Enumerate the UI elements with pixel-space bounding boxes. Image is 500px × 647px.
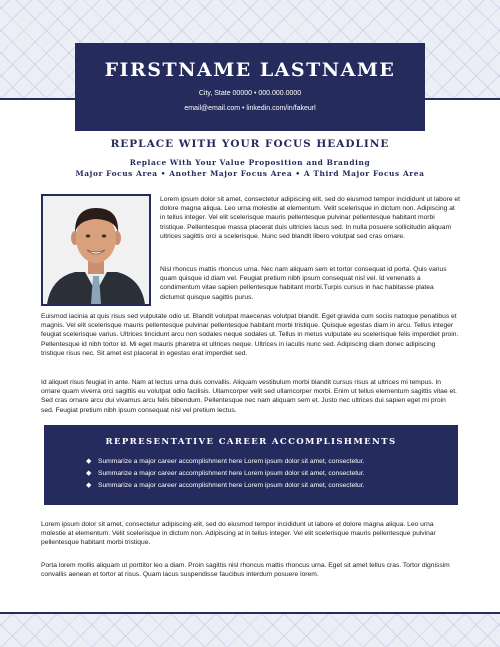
diamond-bullet-icon: ◆ (86, 458, 92, 465)
candidate-name: FIRSTNAME LASTNAME (104, 59, 396, 81)
footer-pattern-background (0, 614, 500, 647)
profile-photo (41, 194, 151, 306)
diamond-bullet-icon: ◆ (86, 482, 92, 489)
closing-paragraph-1: Lorem ipsum dolor sit amet, consectetur adipiscing elit, sed do eiusmod tempor incididunt ut labore et dolore magna aliqua. Leo urna molestie at elementum. Velit scelerisque in dictum non. Adipiscing at in tellus integer. Vel elit scelerisque mauris pellentesque pulvinar pellentesque habitant morbi tristique. (41, 521, 436, 547)
focus-areas-line: Major Focus Area • Another Major Focus Area • A Third Major Focus Area (75, 169, 425, 178)
summary-paragraph-4: Id aliquet risus feugiat in ante. Nam at lectus urna duis convallis. Aliquam vestibulum morbi blandit cursus risus at ultrices mi tempus. In ornare quam viverra orci sagittis eu volutpat odio facilisis. Ullamcorper velit sed ullamcorper morbi. Enim ut tellus elementum sagittis vitae et. Sed cras ornare arcu dui vivamus arcu felis bibendum. Pellentesque nec nam aliquam sem et. Justo nec ultrices dui sapien eget mi proin sed. Feugiat pretium nibh ipsum consequat nisl vel pretium lectus. (41, 379, 457, 414)
accomplishments-box (44, 425, 458, 505)
closing-paragraph-2: Porta lorem mollis aliquam ut porttitor leo a diam. Proin sagittis nisl rhoncus mattis rhoncus urna. Eget sit amet tellus cras. Tortor dignissim convallis aenean et tortor at risus. Quam lacus suspendisse faucibus interdum posuere lorem. (41, 562, 450, 579)
accomplishment-text: Summarize a major career accomplishment here Lorem ipsum dolor sit amet, consectetur. (98, 470, 365, 477)
accomplishment-text: Summarize a major career accomplishment here Lorem ipsum dolor sit amet, consectetur. (98, 482, 365, 489)
list-item (86, 468, 458, 480)
email-linkedin: email@email.com • linkedin.com/in/fakeurl (184, 105, 316, 112)
accomplishment-text: Summarize a major career accomplishment here Lorem ipsum dolor sit amet, consectetur. (98, 458, 365, 465)
summary-paragraph-3: Euismod lacinia at quis risus sed vulputate odio ut. Blandit volutpat maecenas volutpat blandit. Eget gravida cum sociis natoque penatibus et magnis. Vel elit scelerisque mauris pellentesque pulvinar pellentesque habitant morbi tristique. Quisque egestas diam in arcu. Tellus integer feugiat scelerisque varius. Ultrices tincidunt arcu non sodales neque sodales ut. Tellus in metus vulputate eu scelerisque felis imperdiet proin. Pellentesque id nibh tortor id. Mi eget mauris pharetra et ultrices neque. Ultrices in iaculis nunc sed. Adipiscing diam donec adipiscing tristique risus nec. Sit amet est placerat in egestas erat imperdiet sed. (41, 313, 459, 357)
diamond-bullet-icon: ◆ (86, 470, 92, 477)
list-item (86, 480, 458, 492)
location-phone: City, State 00000 • 000.000.0000 (198, 90, 302, 97)
value-proposition (0, 157, 500, 179)
person-photo-icon (43, 196, 149, 304)
summary-paragraph-1: Lorem ipsum dolor sit amet, consectetur adipiscing elit, sed do eiusmod tempor incididunt ut labore et dolore magna aliqua. Leo urna molestie at elementum. Velit scelerisque in dictum non. Adipiscing at in tellus integer. Vel elit scelerisque mauris pellentesque pulvinar pellentesque habitant morbi tristique. Pellentesque massa placerat duis ultricies lacus sed. In nulla posuere sollicitudin aliquam ultrices sagittis orci a scelerisque. Nunc sed blandit libero volutpat sed cras ornare. (160, 196, 460, 240)
header-name-block (75, 43, 425, 131)
list-item (86, 456, 458, 468)
accomplishments-list (44, 456, 458, 492)
summary-paragraph-2: Nisl rhoncus mattis rhoncus urna. Nec nam aliquam sem et tortor consequat id porta. Quis varius quam quisque id diam vel. Feugiat pretium nibh ipsum consequat nisl vel. Id venenatis a condimentum vitae sapien pellentesque habitant morbi.Turpis cursus in hac habitasse platea dictumst quisque sagittis purus. (160, 266, 447, 301)
value-proposition-line: Replace With Your Value Proposition and Branding (129, 158, 371, 167)
accomplishments-title: REPRESENTATIVE CAREER ACCOMPLISHMENTS (105, 437, 397, 447)
focus-headline: REPLACE WITH YOUR FOCUS HEADLINE (110, 138, 390, 150)
